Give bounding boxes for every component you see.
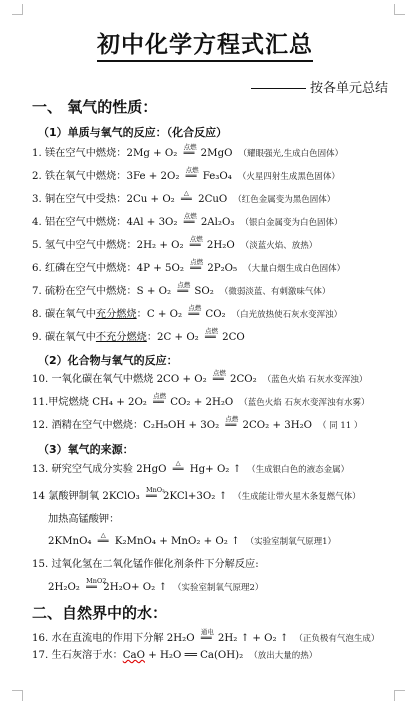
condition-label: 点燃 [185,166,199,174]
equation-label-underlined: 充分燃烧 [95,309,137,320]
equation-label: ： [136,309,147,320]
reaction-condition: 点燃 ══ [177,285,188,299]
equation-label: 13. 研究空气成分实验 [32,464,133,475]
equation-note: （微弱淡蓝、有刺激味气体） [219,287,331,297]
equation-row [48,513,400,527]
equation-note: （生成能让带火星木条复燃气体） [233,492,361,502]
equation-label-underlined: 不充分燃烧 [95,332,147,343]
equation-formula: 4P + 5O₂ 点燃 ══ 2P₂O₅ [137,263,237,274]
reaction-condition: MnO₂ ══ [146,490,157,504]
equation-label: 15. 过氧化氢在二氧化锰作催化剂条件下分解反应: [32,559,259,570]
equation-label: 6. 红磷在空气中燃烧： [32,263,137,274]
condition-label: 点燃 [183,143,197,151]
reaction-condition: 点燃 ══ [205,331,216,345]
reaction-condition: 点燃 ══ [153,396,164,410]
equation-label: 2. 铁在氧气中燃烧： [32,171,127,182]
reaction-condition: 点燃 ══ [225,419,236,433]
equation-note: （ 同 11 ） [318,421,363,431]
condition-label: MnO₂ [145,486,165,494]
equation-label: 3. 铜在空气中受热： [32,194,127,205]
equation-note: （实验室制氧气原理2） [173,583,264,593]
condition-label: 点燃 [225,415,239,423]
equation-row [32,415,400,433]
equation-formula: CH₄ + 2O₂ 点燃 ══ CO₂ + 2H₂O [92,397,233,408]
corner-mark-top-left [12,4,23,15]
equation-row [32,304,400,322]
subsection-heading-compound: （2）化合物与氧气的反应： [38,354,178,367]
reaction-condition: MnO2 ══ [86,581,97,595]
equation-formula: 2KClO₃ MnO₂ ══ 2KCl+3O₂ ↑ [102,491,227,502]
equation-label: 1. 镁在空气中燃烧： [32,148,127,159]
equation-label: 9. 碳在氧气中 [32,332,96,343]
subsection-heading-simple: （1）单质与氧气的反应：（化合反应） [38,126,228,139]
reaction-condition: 通电 ══ [201,632,212,646]
subtitle-dash [251,88,306,89]
equation-note: （正负极有气泡生成） [294,634,380,644]
equation-label: ： [146,332,158,343]
equation-formula: C + O₂ 点燃 ══ CO₂ [147,309,226,320]
equation-row [32,281,400,299]
equation-row [32,166,400,184]
equation-note: （淡蓝火焰、放热） [240,241,318,251]
condition-label: 点燃 [177,281,191,289]
equation-row [32,258,400,276]
reaction-condition: 点燃 ══ [186,170,197,184]
equation-row [48,531,400,549]
subtitle-text: 按各单元总结 [309,81,388,96]
condition-label: 点燃 [189,235,203,243]
equation-formula: 2H₂O₂ MnO2 ══ 2H₂O+ O₂ ↑ [48,582,167,593]
equation-note: （生成银白色的液态金属） [247,465,350,475]
equation-formula: 4Al + 3O₂ 点燃 ══ 2Al₂O₃ [126,217,234,228]
equation-label: 5. 氢气中空气中燃烧： [32,240,137,251]
page-title: 初中化学方程式汇总 [0,26,410,59]
subsection-heading-source: （3）氧气的来源： [38,443,134,456]
reaction-condition: △ ══ [181,193,192,207]
equation-row [32,459,400,477]
equation-row [32,628,400,646]
equation-note: （大量白烟生成白色固体） [243,264,346,274]
equation-formula: 2KMnO₄ △ ══ K₂MnO₄ + MnO₂ + O₂ ↑ [48,536,240,547]
equation-formula: 2HgO △ ══ Hg+ O₂ ↑ [136,464,241,475]
condition-label: 点燃 [153,392,167,400]
equation-label: 11.甲烷燃烧 [32,397,89,408]
condition-label: MnO2 [86,577,107,585]
condition-label: 点燃 [190,258,204,266]
equation-note: （耀眼强光,生成白色固体） [238,149,344,159]
equation-formula: 2H₂ + O₂ 点燃 ══ 2H₂O [137,240,235,251]
section-heading-water: 二、自然界中的水： [32,604,168,622]
equation-row [32,189,400,207]
condition-label: 点燃 [205,327,218,335]
equation-label: 10. 一氧化碳在氧气中燃烧 [32,374,154,385]
equation-row [32,235,400,253]
corner-mark-bottom-right [394,690,405,701]
reaction-condition: 点燃 ══ [190,239,201,253]
equation-label: 16. 水在直流电的作用下分解 [32,633,164,644]
equation-note: （火星四射生成黑色固体） [237,172,340,182]
reaction-condition: 点燃 ══ [190,262,201,276]
condition-label: △ [100,531,106,539]
equation-label: 12. 酒精在空气中燃烧： [32,420,144,431]
equation-row [32,327,400,345]
equation-note: （蓝色火焰 石灰水变浑浊有水雾） [239,398,370,408]
equation-formula: 2Mg + O₂ 点燃 ══ 2MgO [126,148,232,159]
page-subtitle [251,77,388,96]
equation-row [32,558,400,572]
equation-note: （蓝色火焰 石灰水变浑浊） [262,375,368,385]
equation-formula: 2CO + O₂ 点燃 ══ 2CO₂ [157,374,257,385]
equation-label: 4. 铝在空气中燃烧： [32,217,127,228]
corner-mark-top-right [394,4,405,15]
reaction-condition: 点燃 ══ [213,373,224,387]
equation-row [32,649,400,663]
corner-mark-bottom-left [12,690,23,701]
reaction-condition: 点燃 ══ [184,147,195,161]
equation-formula-flagged: CaO [122,650,145,661]
equation-note: （白光放热使石灰水变浑浊） [231,310,343,320]
equation-row [32,486,400,504]
condition-label: △ [175,459,181,467]
equation-note: （银白金属变为白色固体） [240,218,343,228]
equation-formula: C₂H₅OH + 3O₂ 点燃 ══ 2CO₂ + 3H₂O [143,420,312,431]
condition-label: 点燃 [188,304,202,312]
equation-row [32,212,400,230]
reaction-condition: 点燃 ══ [184,216,195,230]
reaction-condition: △ ══ [173,463,184,477]
equation-formula: + H₂O ══ Ca(OH)₂ [145,650,244,661]
equation-formula: 2C + O₂ 点燃 ══ 2CO [157,332,245,343]
section-heading-oxygen: 一、 氧气的性质： [32,98,158,116]
reaction-condition: △ ══ [98,535,109,549]
condition-label: 点燃 [183,212,197,220]
equation-formula: S + O₂ 点燃 ══ SO₂ [137,286,214,297]
equation-label: 8. 碳在氧气中 [32,309,96,320]
equation-formula: 3Fe + 2O₂ 点燃 ══ Fe₃O₄ [126,171,231,182]
equation-row [32,143,400,161]
condition-label: 点燃 [212,369,226,377]
equation-note: （实验室制氧气原理1） [245,537,337,547]
condition-label: 通电 [200,628,214,636]
equation-row [48,577,400,595]
equation-formula: 2Cu + O₂ △ ══ 2CuO [126,194,227,205]
equation-label: 17. 生石灰溶于水： [32,650,123,661]
reaction-condition: 点燃 ══ [188,308,199,322]
equation-note: （红色金属变为黑色固体） [233,195,336,205]
equation-formula: 2H₂O 通电 ══ 2H₂ ↑ + O₂ ↑ [167,633,289,644]
equation-label: 14 氯酸钾制氧 [32,491,103,502]
equation-row [32,392,400,410]
equation-label: 7. 硫粉在空气中燃烧： [32,286,137,297]
equation-note: （放出大量的热） [249,651,318,661]
condition-label: △ [183,189,189,197]
equation-label: 加热高锰酸钾： [48,514,120,525]
equation-row [32,369,400,387]
